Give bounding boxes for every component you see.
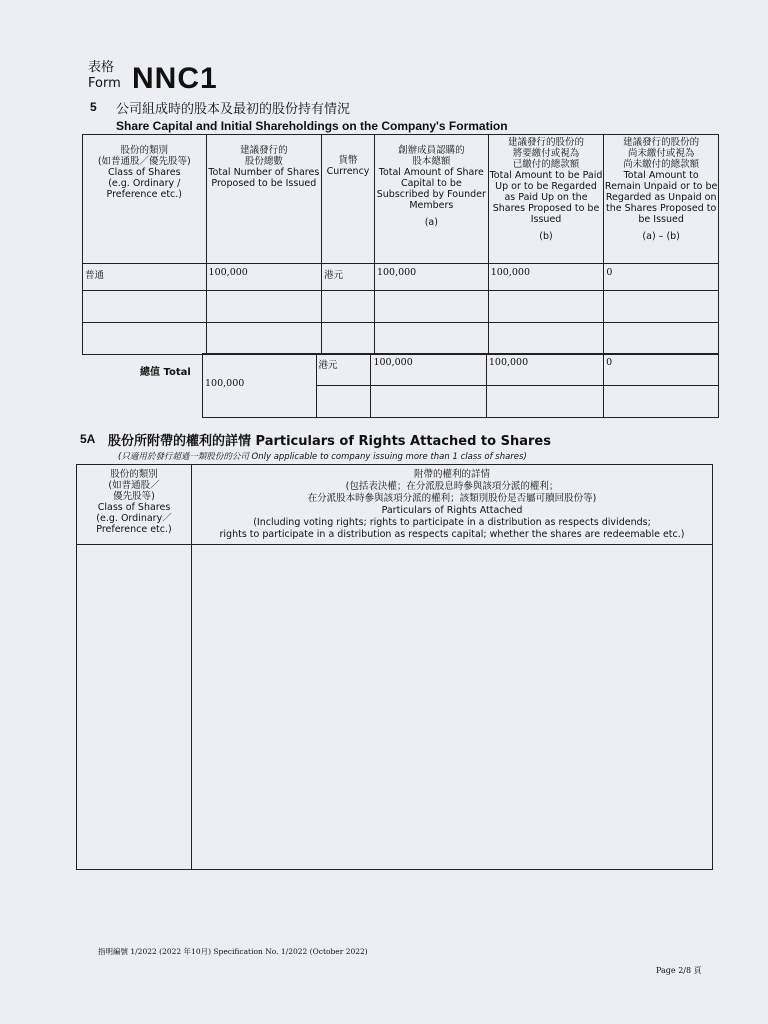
total-blank-cell [486, 386, 603, 418]
total-table [202, 353, 719, 418]
total-blank-cell [604, 386, 719, 418]
table-row [83, 291, 719, 323]
row-2-class [83, 291, 207, 323]
row-1-amount-a: 100,000 [374, 264, 488, 291]
form-label-zh: 表格 [88, 60, 115, 75]
total-blank-cell [371, 386, 486, 418]
row-1-class: 普通 [83, 264, 207, 291]
footer-specification: 指明編號 1/2022 (2022 年10月) Specification No. 1/2022 (October 2022) [98, 947, 368, 956]
col-header-amount-b-sub: (b) [539, 231, 553, 242]
col-header-class: 股份的類別 (如普通股／優先股等) Class of Shares (e.g. Ordinary / Preference etc.) [83, 135, 207, 264]
rights-col-particulars-header: 附帶的權利的詳情 (包括表決權；在分派股息時參與該項分派的權利； 在分派股本時參與該項分派的權利；該類別股份是否屬可贖回股份等) Particulars of Rights Attached (Including voting rights; rights to participate in a distribution as respects dividends; rights to participate in a distribution as respects capital; whether the shares are redeemable etc.) [192, 465, 713, 545]
total-amount-ab: 0 [604, 354, 719, 386]
section-5a-number: 5A [80, 432, 96, 446]
row-3-amount-b [488, 323, 604, 355]
row-3-currency [322, 323, 375, 355]
rights-class-cell [77, 545, 192, 870]
row-2-number [206, 291, 322, 323]
col-header-amount-a: 創辦成員認購的 股本總額 Total Amount of Share Capital to be Subscribed by Founder Members (a) [374, 135, 488, 264]
total-currency: 港元 [316, 354, 371, 386]
col-header-number: 建議發行的 股份總數 Total Number of Shares Proposed to be Issued [206, 135, 322, 264]
row-2-amount-a [374, 291, 488, 323]
col-header-amount-ab: 建議發行的股份的 尚未繳付或視為 尚未繳付的總款額 Total Amount to Remain Unpaid or to be Regarded as Unpaid on the Shares Proposed to be Issued (a) – (b) [604, 135, 719, 264]
footer-page-number: Page 2/8 頁 [656, 966, 702, 975]
total-label: 總值 Total [140, 367, 191, 378]
rights-body-row [77, 545, 713, 870]
row-1-number: 100,000 [206, 264, 322, 291]
rights-particulars-cell [192, 545, 713, 870]
row-1-currency: 港元 [322, 264, 375, 291]
form-code: NNC1 [132, 62, 218, 95]
rights-table [76, 464, 713, 870]
total-amount-a: 100,000 [371, 354, 486, 386]
row-3-amount-a [374, 323, 488, 355]
row-3-number [206, 323, 322, 355]
form-label [88, 60, 121, 92]
rights-col-class-header: 股份的類別 (如普通股／ 優先股等) Class of Shares (e.g. Ordinary／ Preference etc.) [77, 465, 192, 545]
row-1-amount-b: 100,000 [488, 264, 604, 291]
row-1-amount-ab: 0 [604, 264, 719, 291]
total-blank-cell [316, 386, 371, 418]
section-5a-title: 股份所附帶的權利的詳情 Particulars of Rights Attached to Shares [108, 434, 551, 449]
share-capital-table [82, 134, 719, 355]
rights-header-row [77, 465, 713, 545]
row-3-amount-ab [604, 323, 719, 355]
row-3-class [83, 323, 207, 355]
share-capital-header-row [83, 135, 719, 264]
col-header-currency: 貨幣 Currency [322, 135, 375, 264]
total-amount-b: 100,000 [486, 354, 603, 386]
form-label-en: Form [88, 76, 121, 91]
section-5-number: 5 [90, 100, 97, 114]
section-5a-note: (只適用於發行超過一類股份的公司 Only applicable to company issuing more than 1 class of shares) [118, 452, 527, 462]
col-header-amount-ab-sub: (a) – (b) [642, 231, 680, 242]
col-header-amount-b: 建議發行的股份的 將要繳付或視為 已繳付的總款額 Total Amount to be Paid Up or to be Regarded as Paid Up on the Shares Proposed to be Issued (b) [488, 135, 604, 264]
table-row [83, 264, 719, 291]
total-number: 100,000 [203, 354, 317, 418]
col-header-amount-a-sub: (a) [424, 217, 438, 228]
section-5-title-zh: 公司組成時的股本及最初的股份持有情況 [116, 102, 351, 117]
row-2-amount-ab [604, 291, 719, 323]
total-row [203, 354, 719, 386]
table-row [83, 323, 719, 355]
row-2-currency [322, 291, 375, 323]
row-2-amount-b [488, 291, 604, 323]
section-5-title-en: Share Capital and Initial Shareholdings on the Company's Formation [116, 119, 508, 133]
